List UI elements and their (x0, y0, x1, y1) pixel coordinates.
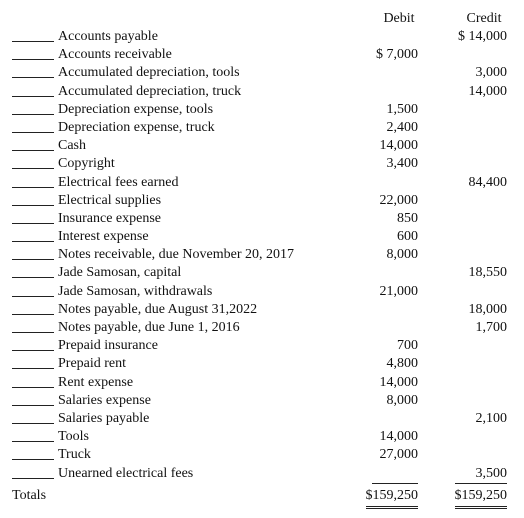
classification-blank[interactable] (12, 350, 54, 351)
account-name: Electrical fees earned (58, 174, 179, 190)
account-row (0, 137, 524, 155)
account-name: Tools (58, 429, 89, 445)
credit-column-header: Credit (466, 11, 502, 26)
account-name: Notes payable, due June 1, 2016 (58, 320, 240, 335)
account-row (0, 374, 524, 392)
classification-blank[interactable] (12, 223, 54, 224)
credit-amount: 84,400 (468, 174, 507, 190)
account-name: Cash (58, 138, 86, 154)
account-row (0, 119, 524, 137)
debit-subtotal-rule (372, 483, 418, 484)
totals-label: Totals (12, 488, 47, 503)
account-row (0, 465, 524, 483)
credit-amount: 18,000 (468, 301, 507, 317)
account-row (0, 355, 524, 373)
credit-amount: 18,550 (468, 265, 507, 281)
debit-amount: 700 (397, 338, 418, 354)
debit-amount: 600 (397, 229, 418, 245)
account-name: Unearned electrical fees (58, 465, 194, 481)
classification-blank[interactable] (12, 132, 54, 133)
credit-subtotal-rule (455, 483, 507, 484)
classification-blank[interactable] (12, 259, 54, 260)
classification-blank[interactable] (12, 441, 54, 442)
account-row (0, 264, 524, 282)
account-row (0, 246, 524, 264)
account-name: Copyright (58, 156, 115, 172)
account-name: Accounts receivable (58, 47, 172, 63)
classification-blank[interactable] (12, 205, 54, 206)
account-name: Notes receivable, due November 20, 2017 (58, 247, 294, 263)
classification-blank[interactable] (12, 187, 54, 188)
debit-amount: 2,400 (386, 119, 418, 135)
classification-blank[interactable] (12, 59, 54, 60)
account-name: Jade Samosan, withdrawals (58, 283, 213, 299)
credit-amount: 2,100 (475, 410, 507, 426)
account-row (0, 210, 524, 228)
credit-amount: 1,700 (475, 320, 507, 335)
debit-amount: 850 (397, 210, 418, 226)
debit-amount: 1,500 (386, 101, 418, 117)
classification-blank[interactable] (12, 277, 54, 278)
account-row (0, 28, 524, 46)
debit-amount: 14,000 (379, 138, 418, 154)
column-header (0, 10, 524, 28)
classification-blank[interactable] (12, 296, 54, 297)
account-row (0, 83, 524, 101)
total-credit: $159,250 (455, 487, 508, 509)
account-row (0, 337, 524, 355)
classification-blank[interactable] (12, 423, 54, 424)
account-name: Salaries payable (58, 410, 150, 426)
debit-amount: 27,000 (379, 447, 418, 463)
debit-amount: 14,000 (379, 429, 418, 445)
account-name: Accumulated depreciation, truck (58, 83, 242, 99)
account-row (0, 428, 524, 446)
account-name: Depreciation expense, truck (58, 119, 215, 135)
classification-blank[interactable] (12, 114, 54, 115)
debit-amount: 3,400 (386, 156, 418, 172)
classification-blank[interactable] (12, 241, 54, 242)
classification-blank[interactable] (12, 478, 54, 479)
account-name: Jade Samosan, capital (58, 265, 182, 281)
classification-blank[interactable] (12, 405, 54, 406)
credit-amount: 3,000 (475, 65, 507, 81)
total-debit: $159,250 (366, 487, 419, 509)
account-row (0, 283, 524, 301)
account-row (0, 174, 524, 192)
account-row (0, 101, 524, 119)
debit-amount: 21,000 (379, 283, 418, 299)
account-name: Rent expense (58, 374, 134, 390)
credit-amount: $ 14,000 (458, 29, 507, 44)
classification-blank[interactable] (12, 368, 54, 369)
debit-amount: 4,800 (386, 356, 418, 372)
account-row (0, 46, 524, 64)
debit-amount: 8,000 (386, 247, 418, 263)
account-name: Accumulated depreciation, tools (58, 65, 240, 81)
classification-blank[interactable] (12, 41, 54, 42)
account-row (0, 155, 524, 173)
account-row (0, 410, 524, 428)
classification-blank[interactable] (12, 459, 54, 460)
debit-column-header: Debit (383, 11, 415, 26)
account-name: Electrical supplies (58, 192, 162, 208)
account-name: Salaries expense (58, 392, 151, 408)
account-name: Insurance expense (58, 210, 162, 226)
account-row (0, 301, 524, 319)
trial-balance-rows (0, 28, 524, 483)
credit-amount: 14,000 (468, 83, 507, 99)
account-name: Depreciation expense, tools (58, 101, 214, 117)
classification-blank[interactable] (12, 168, 54, 169)
account-row (0, 192, 524, 210)
account-row (0, 228, 524, 246)
classification-blank[interactable] (12, 150, 54, 151)
classification-blank[interactable] (12, 332, 54, 333)
debit-amount: 8,000 (386, 392, 418, 408)
debit-amount: $ 7,000 (376, 47, 418, 63)
account-name: Accounts payable (58, 29, 158, 44)
classification-blank[interactable] (12, 387, 54, 388)
account-name: Notes payable, due August 31,2022 (58, 301, 258, 317)
account-name: Truck (58, 447, 91, 463)
totals-row (0, 487, 524, 505)
account-row (0, 446, 524, 464)
credit-amount: 3,500 (475, 465, 507, 481)
classification-blank[interactable] (12, 96, 54, 97)
debit-amount: 14,000 (379, 374, 418, 390)
debit-amount: 22,000 (379, 192, 418, 208)
account-row (0, 392, 524, 410)
account-name: Prepaid rent (58, 356, 127, 372)
classification-blank[interactable] (12, 314, 54, 315)
account-name: Prepaid insurance (58, 338, 158, 354)
account-name: Interest expense (58, 229, 149, 245)
classification-blank[interactable] (12, 77, 54, 78)
account-row (0, 64, 524, 82)
account-row (0, 319, 524, 337)
